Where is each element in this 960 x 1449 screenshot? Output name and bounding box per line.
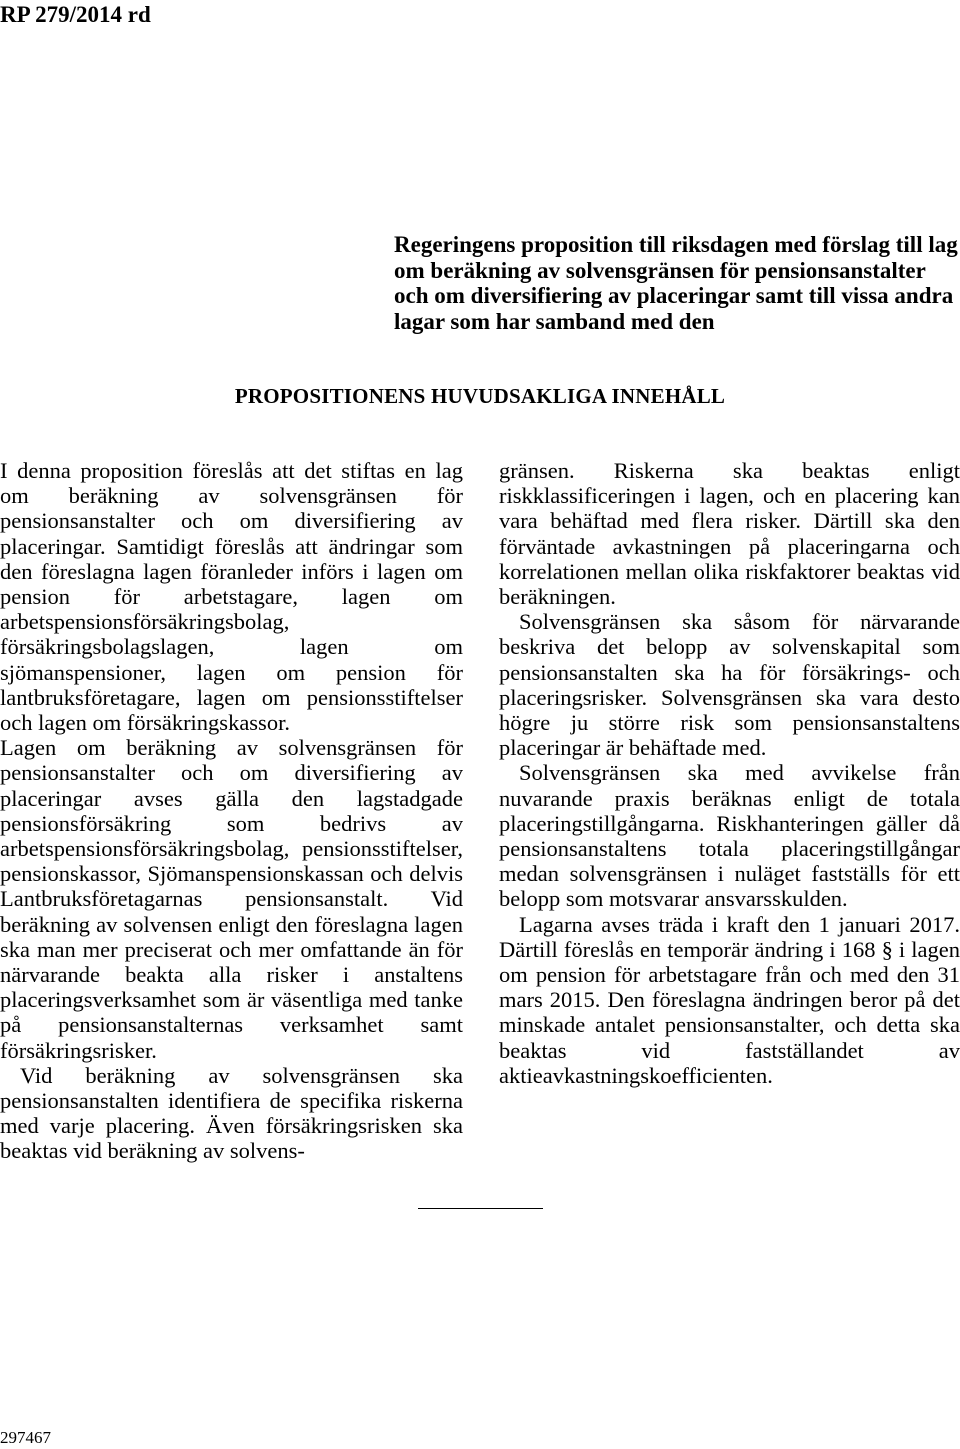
right-column	[499, 458, 960, 1088]
paragraph: gränsen. Riskerna ska beaktas enligt riskklassificeringen i lagen, och en placering kan vara behäftad med flera risker. Därtill ska den förväntade avkastningen på placeringarna och korrelationen mellan olika riskfaktorer beaktas vid beräkningen.	[499, 458, 960, 610]
paragraph: Lagarna avses träda i kraft den 1 januari 2017. Därtill föreslås en temporär ändring i 168 § i lagen om pension för arbetstagare från och med den 31 mars 2015. Den föreslagna ändringen beror på det minskade antalet pensionsanstalter, och detta ska beaktas vid fastställandet av aktieavkastningskoefficienten.	[499, 911, 960, 1088]
paragraph: I denna proposition föreslås att det stiftas en lag om beräkning av solvensgränsen för pensionsanstalter och om diversifiering av placeringar. Samtidigt föreslås att ändringar som den föreslagna lagen föranleder införs i lagen om pension för arbetstagare, lagen om arbetspensionsförsäkringsbolag, försäkringsbolagslagen, lagen om sjömanspensioner, lagen om pension för lantbruksföretagare, lagen om pensionsstiftelser och lagen om försäkringskassor.	[0, 458, 463, 736]
paragraph: Lagen om beräkning av solvensgränsen för pensionsanstalter och om diversifiering av placeringar avses gälla den lagstadgade pensionsförsäkring som bedrivs av arbetspensionsförsäkringsbolag, pensionsstiftelser, pensionskassor, Sjömanspensionskassan och delvis Lantbruksföretagarnas pensionsanstalt. Vid beräkning av solvensen enligt den föreslagna lagen ska man mer preciserat och mer omfattande än för närvarande beakta alla risker i anstaltens placeringsverksamhet som är väsentliga med tanke på pensionsanstalternas verksamhet samt försäkringsrisker.	[0, 735, 463, 1063]
end-rule	[418, 1208, 543, 1209]
paragraph: Solvensgränsen ska såsom för närvarande beskriva det belopp av solvenskapital som pensionsanstalten ska ha för försäkrings- och placeringsrisker. Solvensgränsen ska vara desto högre ju större risk som pensionsanstaltens placeringar är behäftade med.	[499, 609, 960, 761]
document-title: Regeringens proposition till riksdagen med förslag till lag om beräkning av solvensgränsen för pensionsanstalter och om diversifiering av placeringar samt till vissa andra lagar som har samband med den	[394, 232, 958, 334]
section-heading: PROPOSITIONENS HUVUDSAKLIGA INNEHÅLL	[234, 384, 726, 408]
paragraph: Solvensgränsen ska med avvikelse från nuvarande praxis beräknas enligt de totala placeringstillgångarna. Riskhanteringen gäller då pensionsanstaltens totala placeringstillgångar medan solvensgränsen i nuläget fastställs för ett belopp som motsvarar ansvarsskulden.	[499, 760, 960, 912]
document-id: RP 279/2014 rd	[0, 2, 151, 27]
footer-code: 297467	[0, 1428, 51, 1447]
left-column	[0, 458, 463, 1164]
paragraph: Vid beräkning av solvensgränsen ska pensionsanstalten identifiera de specifika riskerna med varje placering. Även försäkringsrisken ska beaktas vid beräkning av solvens-	[0, 1062, 463, 1164]
